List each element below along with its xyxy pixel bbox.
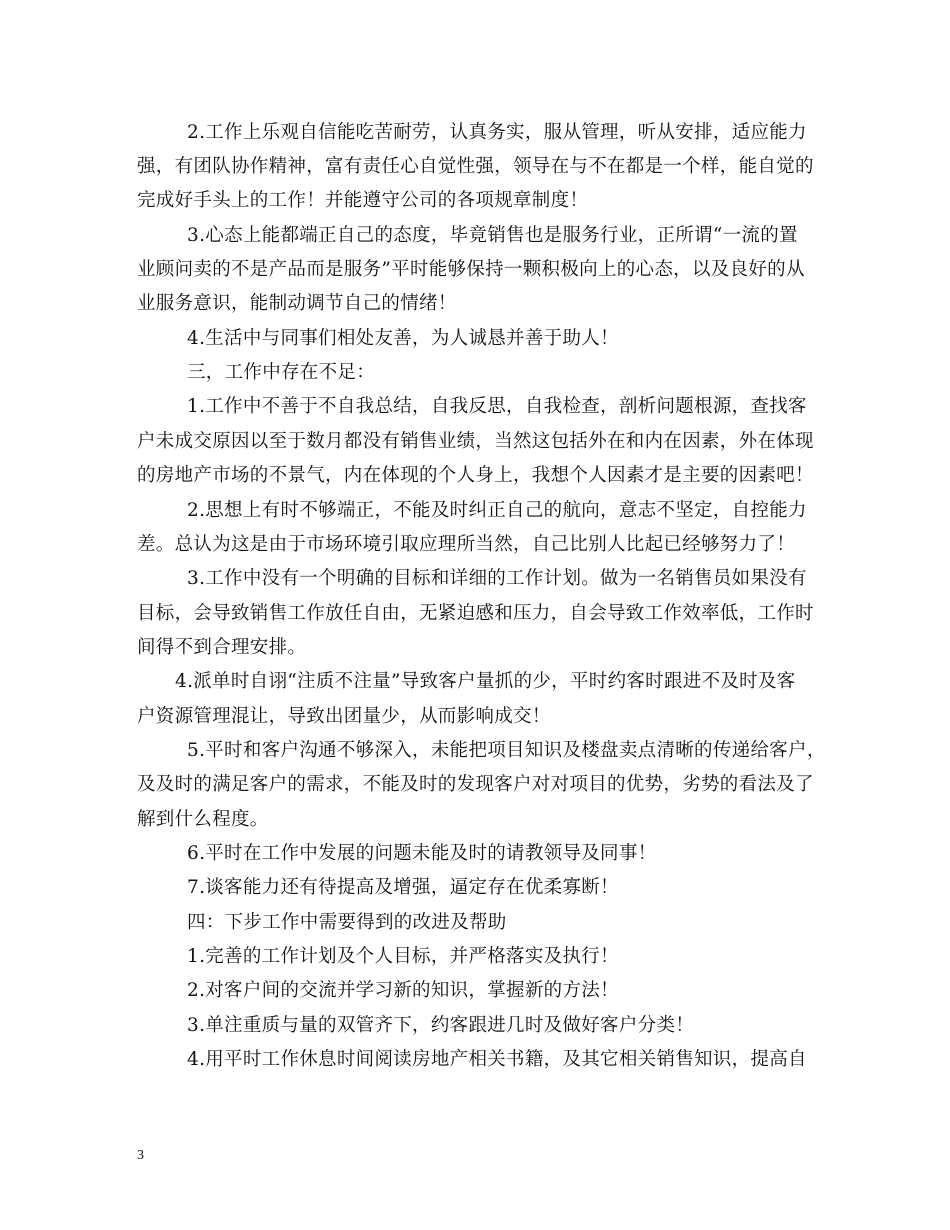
text-line: 差。总认为这是由于市场环境引取应理所当然，自己比别人比起已经够努力了！ (137, 534, 796, 555)
section-heading: 四：下步工作中需要得到的改进及帮助 (187, 912, 507, 933)
text-line: 2.工作上乐观自信能吃苦耐劳，认真务实，服从管理，听从安排，适应能力 (187, 122, 807, 143)
text-line: 7.谈客能力还有待提高及增强，逼定存在优柔寡断！ (187, 877, 619, 898)
text-line: 4.生活中与同事们相处友善，为人诚恳并善于助人！ (187, 328, 619, 349)
text-line: 户未成交原因以至于数月都没有销售业绩，当然这包括外在和内在因素，外在体现 (137, 431, 814, 452)
text-line: 2.对客户间的交流并学习新的知识，掌握新的方法！ (187, 980, 619, 1001)
text-line: 1.完善的工作计划及个人目标，并严格落实及执行！ (187, 946, 619, 967)
text-line: 间得不到合理安排。 (137, 637, 307, 658)
text-line: 及及时的满足客户的需求，不能及时的发现客户对对项目的优势，劣势的看法及了 (137, 774, 814, 795)
text-line: 3.单注重质与量的双管齐下，约客跟进几时及做好客户分类！ (187, 1015, 695, 1036)
text-line: 3.心态上能都端正自己的态度，毕竟销售也是服务行业，正所谓“一流的置 (187, 225, 798, 246)
section-heading: 三，工作中存在不足： (187, 362, 376, 383)
text-line: 3.工作中没有一个明确的目标和详细的工作计划。做为一名销售员如果没有 (187, 568, 807, 589)
text-line: 业顾问卖的不是产品而是服务”平时能够保持一颗积极向上的心态，以及良好的从 (137, 259, 805, 280)
text-line: 5.平时和客户沟通不够深入，未能把项目知识及楼盘卖点清晰的传递给客户， (187, 740, 826, 761)
text-line: 4.用平时工作休息时间阅读房地产相关书籍，及其它相关销售知识，提高自 (187, 1049, 807, 1070)
text-line: 2.思想上有时不够端正，不能及时纠正自己的航向，意志不坚定，自控能力 (187, 500, 807, 521)
text-line: 户资源管理混让，导致出团量少，从而影响成交！ (137, 706, 551, 727)
text-line: 完成好手头上的工作！并能遵守公司的各项规章制度！ (137, 190, 589, 211)
text-line: 强，有团队协作精神，富有责任心自觉性强，领导在与不在都是一个样，能自觉的 (137, 156, 814, 177)
text-line: 业服务意识，能制动调节自己的情绪！ (137, 293, 457, 314)
text-line: 1.工作中不善于不自我总结，自我反思，自我检查，剖析问题根源，查找客 (187, 396, 807, 417)
text-line: 解到什么程度。 (137, 809, 269, 830)
text-line: 的房地产市场的不景气，内在体现的个人身上，我想个人因素才是主要的因素吧！ (137, 465, 814, 486)
text-line: 目标，会导致销售工作放任自由，无紧迫感和压力，自会导致工作效率低，工作时 (137, 603, 814, 624)
text-line: 6.平时在工作中发展的问题未能及时的请教领导及同事！ (187, 843, 657, 864)
text-line: 4.派单时自诩“注质不注量”导致客户量抓的少，平时约客时跟进不及时及客 (175, 671, 796, 692)
page-number: 3 (137, 1148, 144, 1163)
